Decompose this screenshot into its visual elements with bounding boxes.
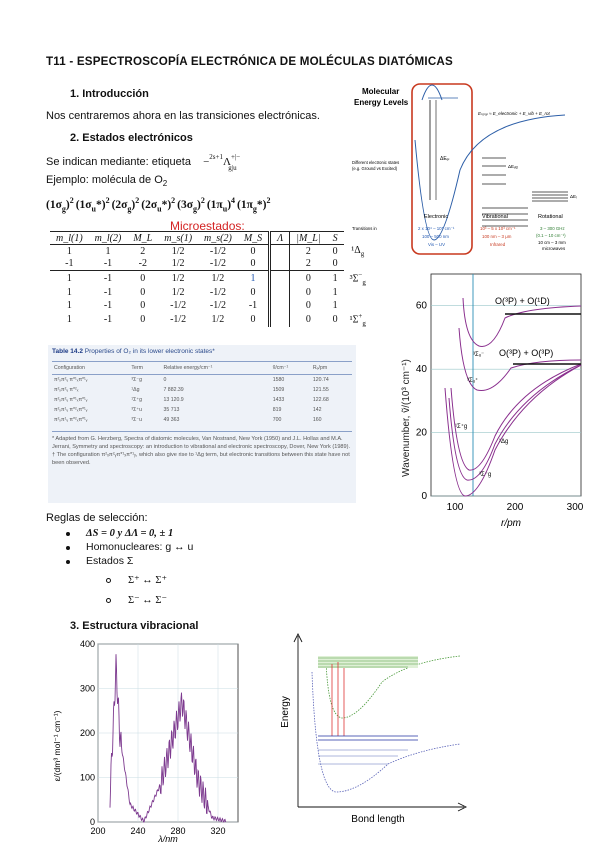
ms-cell: 1	[50, 271, 89, 286]
table-14-2-panel	[48, 345, 356, 503]
ms-term: $^1\Sigma^+_g$	[349, 311, 366, 328]
o2-absorption-spectrum	[50, 636, 250, 846]
microstates-table	[50, 231, 372, 327]
microstates-table-wrap	[50, 231, 372, 327]
ms-cell: 0	[250, 286, 256, 298]
e-reg: Vis – UV	[428, 242, 446, 247]
pot-ytick: 40	[415, 364, 427, 376]
r-range: 3 – 300 GHz	[540, 226, 565, 231]
r-range-2: (0.1 – 10 cm⁻¹)	[536, 233, 566, 238]
energy-levels-figure	[350, 80, 590, 256]
rule-item: Estados Σ	[86, 555, 193, 569]
t142-row	[52, 375, 352, 386]
t142-cell: 7 882.39	[163, 387, 184, 393]
curve-3sigma-g	[445, 365, 581, 496]
t142-cell: π²ₓπ²ᵧ π*²ₓ	[54, 387, 79, 393]
microstates-label: Microestados:	[170, 219, 245, 233]
t142-cell: 120.74	[312, 377, 329, 383]
sigma-rule-item: Σ⁺ ↔ Σ⁺	[128, 574, 167, 594]
ms-row	[50, 299, 372, 312]
ms-term	[344, 299, 372, 312]
abs-xtick: 280	[170, 826, 186, 836]
ms-row	[50, 245, 372, 258]
page-title: T11 - ESPECTROSCOPÍA ELECTRÓNICA DE MOLÉCULAS DIATÓMICAS	[46, 55, 453, 68]
col-rotational: Rotational	[538, 214, 563, 220]
ms-cell: 0	[140, 299, 146, 311]
state-label: ¹Σ⁺g	[455, 424, 468, 430]
ms-cell	[270, 286, 290, 299]
ms-header-cell: Λ	[270, 232, 290, 245]
r-wl: 10 cm – 3 mm	[538, 240, 566, 245]
ms-cell	[270, 312, 290, 327]
ms-header-cell: |M_L|	[290, 232, 327, 245]
pot-ylabel: Wavenumber, ṽ/(10³ cm⁻¹)	[401, 359, 412, 477]
ms-cell: -1/2	[170, 313, 187, 325]
t142-cell: π²ₓπ²ᵧ π*¹ₓπ*¹ᵧ	[54, 397, 88, 403]
example-line: Ejemplo: molécula de $O_2$	[46, 174, 168, 189]
ms-cell: 1	[66, 245, 72, 257]
t142-cell: 49 363	[163, 417, 180, 423]
v-reg: Infrared	[490, 242, 506, 247]
term-symbol: −$^{2s+1}$Λ+|−g|u	[203, 153, 241, 172]
ms-cell: -1/2	[209, 258, 226, 270]
pot-ytick: 0	[421, 491, 427, 502]
fig-title-1: Molecular	[362, 87, 400, 96]
abs-xtick: 200	[90, 826, 106, 836]
ms-header-cell: m_s(2)	[198, 232, 238, 245]
electron-configuration	[46, 196, 273, 213]
ms-cell: 0	[127, 271, 158, 286]
t142-row	[52, 385, 352, 395]
pot-xtick: 300	[566, 502, 584, 513]
ms-cell: 2	[290, 258, 327, 271]
ms-cell: 1	[332, 286, 338, 298]
ms-cell: 0	[332, 245, 338, 257]
transition-arrows	[332, 662, 344, 736]
ms-cell: 1	[66, 286, 72, 298]
abs-ytick: 400	[79, 639, 95, 649]
term-label-text: Se indican mediante: etiqueta	[46, 156, 191, 168]
ms-cell: 1	[105, 245, 111, 257]
t142-cell: 1580	[272, 377, 285, 383]
orbital-term: $(1\sigma_u*)^2$	[75, 196, 110, 214]
col-electronic: Electronic	[424, 214, 449, 220]
t142-cell: ¹Σ⁺g	[131, 397, 142, 403]
t142-header: Rₑ/pm	[311, 362, 352, 375]
ms-cell: -1	[103, 299, 113, 311]
ms-cell: 0	[250, 313, 256, 325]
o2-potential-curves-chart	[395, 268, 590, 530]
ms-cell: 1	[66, 299, 72, 311]
ms-cell: -1/2	[209, 299, 226, 311]
sigma-rule-item: Σ⁻ ↔ Σ⁻	[128, 594, 167, 614]
asym1-label: O(³P) + O(¹D)	[495, 296, 550, 306]
term-label-line	[46, 153, 249, 172]
t142-cell: π²ₓπ²ᵧ π*¹ₓπ*¹ᵧ	[54, 377, 88, 383]
ms-cell: -1/2	[209, 245, 226, 257]
abs-ytick: 100	[79, 772, 95, 783]
abs-ytick: 200	[79, 728, 95, 738]
table-14-2	[52, 361, 352, 425]
sigma-rules-list	[128, 574, 167, 614]
t142-cell: π²ₓπ¹ᵧ π*²ₓπ*¹ᵧ	[54, 417, 88, 423]
delta-el-label: ΔEₑₗ	[440, 156, 450, 162]
t142-cell: 160	[312, 417, 322, 423]
ms-cell: -1	[89, 271, 128, 286]
rule-item: Homonucleares: g ↔ u	[86, 541, 193, 555]
t142-cell: 142	[312, 407, 322, 413]
ms-term	[344, 258, 372, 271]
ms-cell: -1/2	[209, 286, 226, 298]
rule-item: ΔS = 0 y ΔΛ = 0, ± 1	[86, 527, 193, 541]
t142-header: ṽ/cm⁻¹	[271, 362, 311, 375]
excited-state-curve	[415, 115, 565, 240]
ms-term: $^3\Sigma^-_g$	[349, 270, 366, 286]
table-14-2-caption: Table 14.2 Properties of O₂ in its lower electronic states*	[52, 348, 215, 355]
ms-cell: 1	[238, 271, 270, 286]
ms-cell: -1	[103, 258, 113, 270]
selection-rules-list	[86, 527, 193, 569]
ms-row	[50, 258, 372, 271]
v-range: 10³ – 5 x 10³ cm⁻¹	[480, 226, 516, 231]
ms-cell	[270, 258, 290, 271]
e-wl: 100 – 500 nm	[422, 234, 449, 239]
section-heading-vibrational: 3. Estructura vibracional	[70, 620, 199, 632]
abs-xtick: 240	[130, 826, 146, 836]
selection-rules-heading: Reglas de selección:	[46, 512, 148, 524]
morse-ylabel: Energy	[280, 696, 291, 728]
t142-cell: 700	[272, 417, 282, 423]
asym2-label: O(³P) + O(³P)	[499, 348, 554, 358]
intro-text: Nos centraremos ahora en las transiciones electrónicas.	[46, 110, 320, 122]
t142-cell: ³Σ⁺u	[131, 407, 142, 413]
ms-header-cell: M_L	[127, 232, 158, 245]
t142-row	[52, 405, 352, 415]
ms-cell: 2	[140, 245, 146, 257]
pot-xtick: 100	[446, 502, 464, 513]
t142-row	[52, 415, 352, 425]
t142-cell: ¹Δg	[131, 387, 140, 393]
section-heading-introduction: 1. Introducción	[70, 88, 149, 100]
state-label: ¹Δg	[499, 439, 509, 445]
t142-cell: π²ₓπ¹ᵧ π*²ₓπ*¹ᵧ	[54, 407, 88, 413]
t142-cell: 819	[272, 407, 282, 413]
ms-row	[50, 312, 372, 327]
transitions-label: Transitions in	[352, 226, 377, 231]
ms-header-cell: M_S	[238, 232, 270, 245]
absorption-curve	[110, 654, 226, 822]
orbital-term: $(1\pi_g*)^2$	[237, 196, 271, 214]
t142-cell: ³Σ⁻g	[131, 377, 142, 383]
t142-cell: 0	[163, 377, 167, 383]
t142-cell: 121.55	[312, 387, 329, 393]
ms-cell: 0	[140, 313, 146, 325]
abs-ytick: 300	[79, 683, 95, 694]
ms-cell: 1/2	[211, 313, 225, 325]
t142-cell: 35 713	[163, 407, 180, 413]
fig-total-energy: Eₜₒₜₐₗ ≈ E_electronic + E_vib + E_rot	[478, 111, 550, 116]
ms-cell: 1/2	[198, 271, 238, 286]
orbital-term: $(2\sigma_u*)^2$	[141, 196, 176, 214]
ms-cell: 1	[66, 313, 72, 325]
side-note-1: Different electronic states	[352, 160, 400, 165]
ms-cell: 0	[332, 313, 338, 325]
ms-header-cell: m_l(1)	[50, 232, 89, 245]
delta-vib-label: ΔEᵥᵢᵦ	[508, 164, 518, 169]
pot-ytick: 60	[415, 300, 427, 312]
pot-xtick: 200	[506, 502, 524, 513]
ms-cell: 1/2	[171, 258, 185, 270]
table-14-2-footnote: * Adapted from G. Herzberg, Spectra of diatomic molecules, Van Nostrand, New York (1950) and J.L. Hollas and M.A. Jerrani, Symmetry and spectroscopy: an introduction to vibrational and electronic spectroscopy, Dover, New York (1989). † The configuration π²ₓπ²ᵧπ*¹ₓπ*¹ᵧ, which also give rise to ¹Δg term, but electronic transitions between this state have not been observed.	[52, 431, 352, 467]
r-reg: microwaves	[542, 246, 566, 251]
abs-xlabel: λ/nm	[158, 834, 178, 844]
abs-xtick: 320	[210, 826, 226, 836]
ms-cell: 1	[327, 271, 344, 286]
morse-transition-diagram	[278, 632, 468, 828]
ms-cell	[270, 271, 290, 286]
t142-header: Configuration	[52, 362, 129, 375]
delta-rot-label: ΔEᵣ	[570, 194, 578, 199]
t142-cell: ³Σ⁻u	[131, 417, 142, 423]
ground-vib-levels	[318, 736, 418, 740]
orbital-term: $(1\sigma_g)^2$	[46, 196, 74, 214]
ground-curve	[312, 672, 460, 792]
side-note-2: (e.g. Ground vs Excited)	[352, 166, 398, 171]
ms-cell: -2	[138, 258, 147, 270]
ms-cell: 2	[290, 245, 327, 258]
orbital-term: $(2\sigma_g)^2$	[111, 196, 140, 214]
ms-cell: 1/2	[171, 245, 185, 257]
state-label: ³Σᵤ⁻	[473, 352, 485, 358]
abs-ylabel: ε/(dm³ mol⁻¹ cm⁻¹)	[52, 710, 62, 782]
ms-cell: 0	[290, 286, 327, 299]
ms-cell: 1	[332, 299, 338, 311]
t142-cell: 1509	[272, 387, 285, 393]
ms-cell	[270, 245, 290, 258]
abs-ticks	[80, 639, 226, 836]
ms-cell: 0	[290, 299, 327, 312]
ms-cell: 0	[140, 286, 146, 298]
ms-cell: 0	[250, 245, 256, 257]
ms-cell: 1/2	[171, 286, 185, 298]
e-range: 2 x 10⁴ – 10⁵ cm⁻¹	[418, 226, 455, 231]
t142-cell: 13 120.9	[163, 397, 184, 403]
ms-header-cell: S	[327, 232, 344, 245]
ms-term: $^1\Delta_g$	[351, 244, 365, 258]
t142-header: Relative energy/cm⁻¹	[161, 362, 270, 375]
abs-ytick: 0	[89, 817, 95, 827]
orbital-term: $(1\pi_u)^4$	[206, 196, 236, 214]
col-vibrational: Vibrational	[482, 214, 508, 220]
ms-cell: -1	[65, 258, 74, 270]
ms-cell: 0	[332, 258, 338, 270]
ms-cell: -1	[103, 313, 113, 325]
pot-xlabel: r/pm	[501, 518, 521, 529]
state-label: ³Σᵤ⁺	[467, 378, 479, 384]
section-heading-electronic-states: 2. Estados electrónicos	[70, 132, 193, 144]
pot-ticks	[416, 301, 584, 513]
t142-header: Term	[129, 362, 161, 375]
morse-xlabel: Bond length	[351, 814, 405, 825]
ms-cell: -1/2	[170, 299, 187, 311]
ms-cell: 0	[250, 258, 256, 270]
ms-header-cell: m_s(1)	[158, 232, 198, 245]
ground-vib-levels-lower	[318, 750, 408, 764]
t142-row	[52, 395, 352, 405]
ms-header-cell: m_l(2)	[89, 232, 128, 245]
state-label: ³Σ⁻g	[479, 472, 492, 478]
ms-term	[344, 286, 372, 299]
ms-cell: 0	[290, 312, 327, 327]
t142-cell: 1433	[272, 397, 285, 403]
pot-ytick: 20	[415, 427, 427, 439]
ms-row	[50, 286, 372, 299]
ms-row	[50, 271, 372, 286]
ms-cell: -1	[103, 286, 113, 298]
t142-cell: 122.68	[312, 397, 329, 403]
ms-cell: 1/2	[158, 271, 198, 286]
v-wl: 100 nm – 3 μm	[482, 234, 512, 239]
orbital-term: $(3\sigma_g)^2$	[177, 196, 205, 214]
ms-cell	[270, 299, 290, 312]
fig-title-2: Energy Levels	[354, 98, 409, 107]
ms-cell: -1	[248, 299, 258, 311]
ms-cell: 0	[290, 271, 327, 286]
